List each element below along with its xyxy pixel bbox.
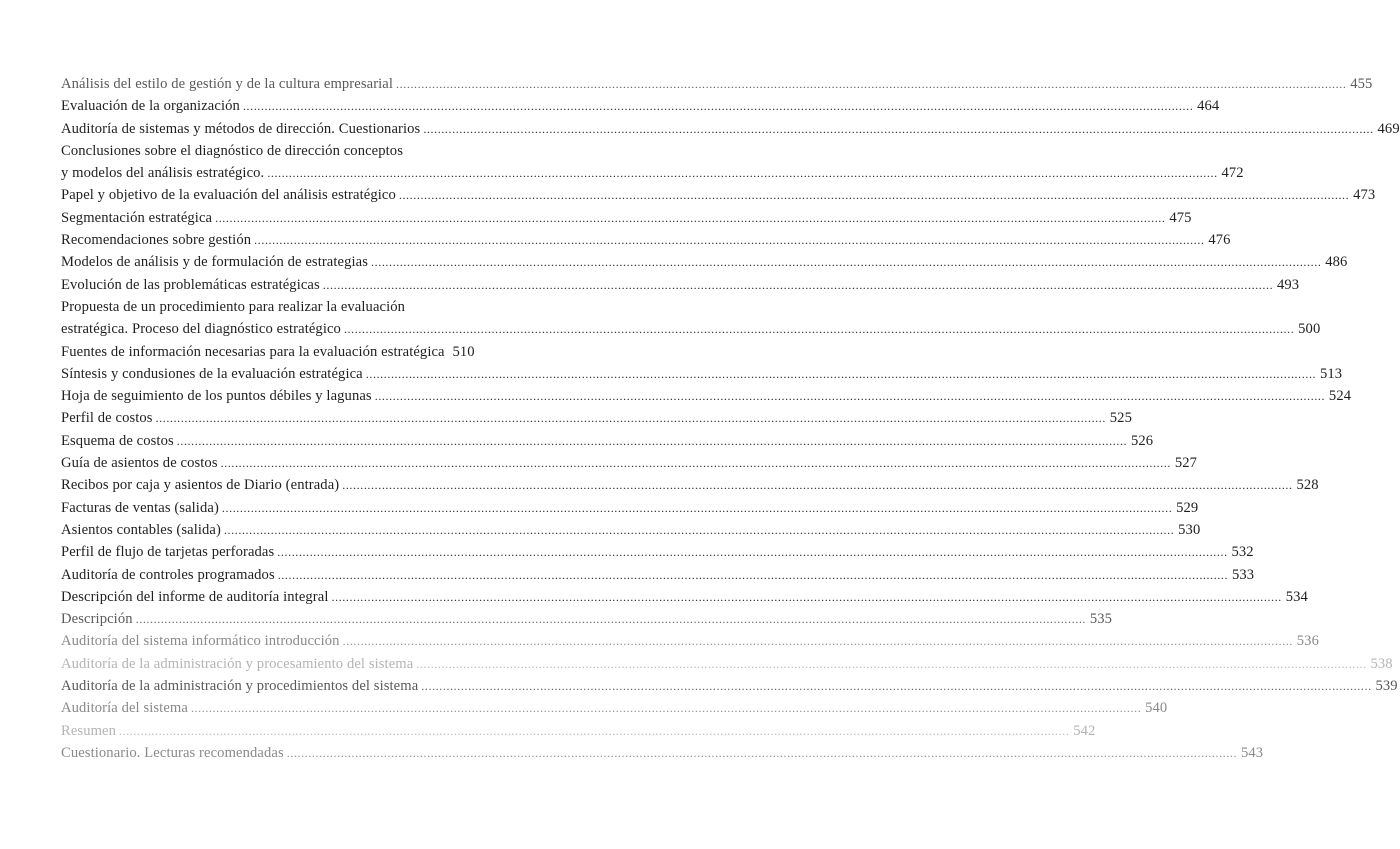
dot-leader xyxy=(277,541,1227,563)
toc-entry xyxy=(61,541,1254,563)
toc-entry-page: 473 xyxy=(1353,187,1376,204)
toc-entry xyxy=(61,341,530,363)
toc-entry-page: 527 xyxy=(1174,455,1198,472)
dot-leader xyxy=(375,385,1325,407)
toc-entry-title: Modelos de análisis y de formulación de estrategias xyxy=(61,254,369,271)
toc-entry xyxy=(61,430,1154,452)
toc-entry-title: Recibos por caja y asientos de Diario (entrada) xyxy=(61,477,340,494)
toc-entry-page: 510 xyxy=(452,343,475,360)
toc-entry-title: Segmentación estratégica xyxy=(61,209,213,226)
dot-leader xyxy=(396,73,1346,95)
dot-leader xyxy=(421,675,1371,697)
toc-entry-page: 539 xyxy=(1375,678,1398,695)
dot-leader xyxy=(215,207,1165,229)
dot-leader xyxy=(342,474,1292,496)
dot-leader xyxy=(177,430,1127,452)
toc-entry xyxy=(61,118,1400,140)
toc-entry-title: y modelos del análisis estratégico. xyxy=(61,165,265,182)
toc-entry-page: 529 xyxy=(1176,499,1199,516)
dot-leader xyxy=(371,251,1321,273)
toc-entry-page: 469 xyxy=(1377,120,1400,137)
dot-leader xyxy=(423,118,1373,140)
dot-leader xyxy=(416,653,1366,675)
toc-entry xyxy=(61,385,1352,407)
toc-entry-title: Análisis del estilo de gestión y de la cultura empresarial xyxy=(61,76,394,92)
toc-entry-page: 486 xyxy=(1325,254,1348,271)
toc-entry-title: Esquema de costos xyxy=(61,432,174,449)
toc-entry-page: 540 xyxy=(1145,700,1168,717)
dot-leader xyxy=(366,363,1316,385)
dot-leader xyxy=(224,519,1174,541)
toc-entry xyxy=(61,474,1319,496)
toc-entry-page: 525 xyxy=(1109,410,1132,427)
toc-entry xyxy=(61,363,1343,385)
toc-entry xyxy=(61,497,1199,519)
toc-entry-title: Perfil de flujo de tarjetas perforadas xyxy=(61,544,275,561)
toc-entry-title: Facturas de ventas (salida) xyxy=(61,499,219,516)
toc-entry-title: Auditoría del sistema informático introducción xyxy=(61,633,340,650)
toc-entry xyxy=(61,720,1096,742)
toc-entry-page: 513 xyxy=(1319,365,1343,382)
dot-leader xyxy=(222,497,1172,519)
toc-entry-page: 500 xyxy=(1298,321,1321,338)
toc-entry-page: 475 xyxy=(1169,209,1192,226)
toc-entry-title: Papel y objetivo de la evaluación del análisis estratégico xyxy=(61,187,396,204)
toc-entry-page: 542 xyxy=(1073,722,1096,739)
toc-entry-page: 536 xyxy=(1296,633,1319,650)
toc-entry-title: estratégica. Proceso del diagnóstico estratégico xyxy=(61,321,341,338)
toc-entry-page: 538 xyxy=(1370,655,1393,672)
toc-entry-title-line1: Propuesta de un procedimiento para realizar la evaluación xyxy=(61,298,406,315)
toc-entry xyxy=(61,519,1201,541)
toc-entry xyxy=(61,452,1198,474)
toc-entry xyxy=(61,586,1308,608)
toc-entry xyxy=(61,675,1398,697)
toc-entry xyxy=(61,296,1321,341)
dot-leader xyxy=(254,229,1204,251)
dot-leader xyxy=(323,274,1273,296)
toc-entry-page: 528 xyxy=(1296,477,1319,494)
toc-entry-page: 543 xyxy=(1240,744,1264,761)
toc-entry xyxy=(61,564,1255,586)
toc-entry-title: Recomendaciones sobre gestión xyxy=(61,232,252,249)
toc-entry-page: 455 xyxy=(1350,76,1373,92)
toc-entry xyxy=(61,608,1113,630)
table-of-contents xyxy=(61,73,1400,764)
dot-leader xyxy=(278,564,1228,586)
toc-entry xyxy=(61,742,1264,764)
toc-entry-title: Descripción del informe de auditoría integral xyxy=(61,588,329,605)
dot-leader xyxy=(221,452,1171,474)
toc-entry-title: Auditoría del sistema xyxy=(61,700,188,717)
toc-entry-title: Guía de asientos de costos xyxy=(61,455,218,472)
dot-leader xyxy=(156,407,1106,429)
dot-leader xyxy=(267,162,1217,184)
toc-entry-page: 464 xyxy=(1197,98,1220,115)
dot-leader xyxy=(191,697,1141,719)
toc-entry xyxy=(61,407,1132,429)
toc-entry-title: Evaluación de la organización xyxy=(61,98,240,115)
toc-entry xyxy=(61,229,1231,251)
toc-entry-page: 493 xyxy=(1277,276,1300,293)
toc-entry-title: Descripción xyxy=(61,611,133,628)
toc-entry-title: Evolución de las problemáticas estratégicas xyxy=(61,276,320,293)
dot-leader xyxy=(136,608,1086,630)
toc-entry-title: Auditoría de la administración y procedimientos del sistema xyxy=(61,678,419,695)
toc-entry-page: 472 xyxy=(1221,165,1244,182)
toc-entry-page: 533 xyxy=(1231,566,1255,583)
toc-entry xyxy=(61,630,1319,652)
toc-entry-page: 524 xyxy=(1328,388,1352,405)
toc-entry xyxy=(61,95,1220,117)
toc-entry xyxy=(61,73,1373,95)
toc-entry xyxy=(61,697,1168,719)
toc-entry-title: Resumen xyxy=(61,722,117,739)
toc-entry-title: Auditoría de controles programados xyxy=(61,566,275,583)
dot-leader xyxy=(287,742,1237,764)
dot-leader xyxy=(399,184,1349,206)
toc-entry-title: Auditoría de sistemas y métodos de dirección. Cuestionarios xyxy=(61,120,421,137)
toc-entry-page: 476 xyxy=(1208,232,1231,249)
toc-entry-page: 532 xyxy=(1231,544,1254,561)
dot-leader xyxy=(343,630,1293,652)
toc-entry-title: Fuentes de información necesarias para la evaluación estratégica xyxy=(61,343,445,360)
toc-entry-page: 530 xyxy=(1178,521,1201,538)
toc-entry xyxy=(61,140,1244,185)
toc-entry-title: Perfil de costos xyxy=(61,410,153,427)
toc-entry-title: Síntesis y condusiones de la evaluación estratégica xyxy=(61,365,363,382)
toc-entry-title: Auditoría de la administración y procesamiento del sistema xyxy=(61,655,414,672)
toc-entry-page: 535 xyxy=(1089,611,1113,628)
toc-entry xyxy=(61,184,1376,206)
toc-entry xyxy=(61,207,1192,229)
toc-entry xyxy=(61,274,1300,296)
toc-entry-title: Asientos contables (salida) xyxy=(61,521,221,538)
toc-entry-page: 526 xyxy=(1130,432,1154,449)
toc-entry xyxy=(61,653,1393,675)
dot-leader xyxy=(119,720,1069,742)
dot-leader xyxy=(332,586,1282,608)
toc-entry-title: Cuestionario. Lecturas recomendadas xyxy=(61,744,284,761)
toc-entry xyxy=(61,251,1348,273)
dot-leader xyxy=(344,318,1294,340)
toc-entry-page: 534 xyxy=(1285,588,1308,605)
toc-entry-title-line1: Conclusiones sobre el diagnóstico de dirección conceptos xyxy=(61,142,403,159)
dot-leader xyxy=(243,95,1193,117)
toc-entry-title: Hoja de seguimiento de los puntos débiles y lagunas xyxy=(61,388,372,405)
